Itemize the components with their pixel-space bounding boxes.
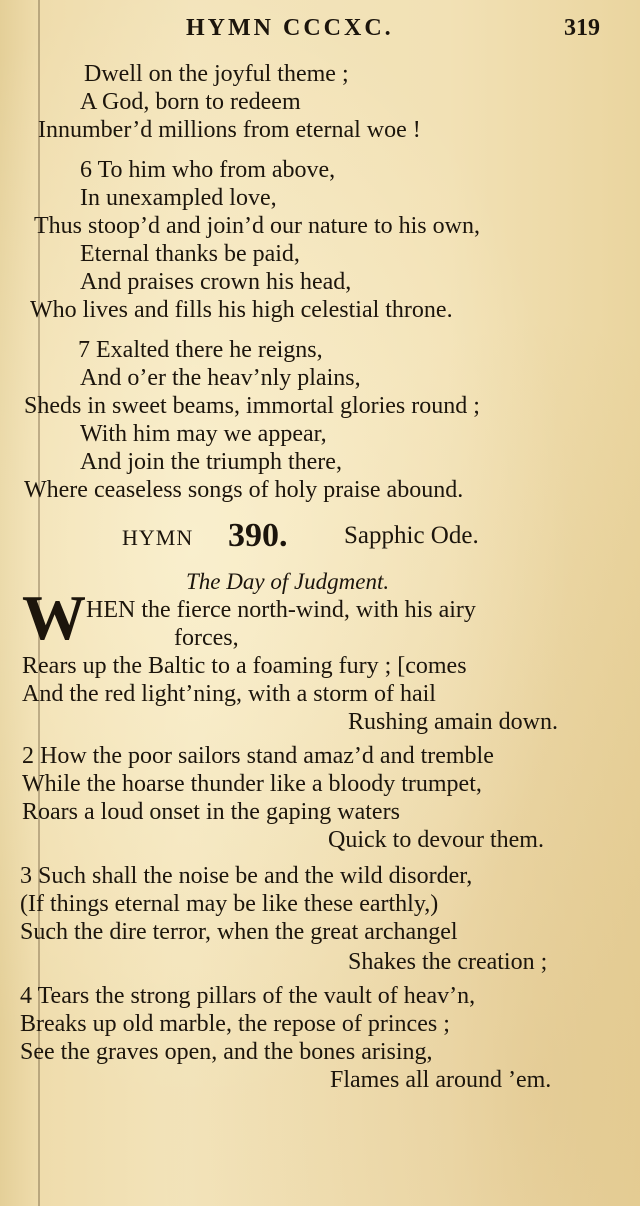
verse-line: In unexampled love, <box>80 185 277 211</box>
verse-line: 2 How the poor sailors stand amaz’d and tremble <box>22 743 494 769</box>
verse-line: And praises crown his head, <box>80 269 352 295</box>
verse-line: A God, born to redeem <box>80 89 301 115</box>
verse-line: Innumber’d millions from eternal woe ! <box>38 117 421 143</box>
hymn-meter: Sapphic Ode. <box>344 522 479 549</box>
verse-line: And o’er the heav’nly plains, <box>80 365 361 391</box>
verse-line: Rears up the Baltic to a foaming fury ; [comes <box>22 653 467 679</box>
page-number: 319 <box>564 15 600 41</box>
running-title: HYMN CCCXC. <box>186 15 394 41</box>
verse-line: Flames all around ’em. <box>330 1067 552 1093</box>
verse-line: Roars a loud onset in the gaping waters <box>22 799 400 825</box>
hymn-label: HYMN <box>122 525 194 550</box>
verse-line: Breaks up old marble, the repose of princes ; <box>20 1011 450 1037</box>
verse-line: forces, <box>174 625 239 651</box>
verse-line: Sheds in sweet beams, immortal glories round ; <box>24 393 480 419</box>
verse-line: Dwell on the joyful theme ; <box>84 61 349 87</box>
verse-line: See the graves open, and the bones arising, <box>20 1039 433 1065</box>
verse-line: Thus stoop’d and join’d our nature to his own, <box>34 213 480 239</box>
verse-line: Where ceaseless songs of holy praise abound. <box>24 477 464 503</box>
verse-line: Eternal thanks be paid, <box>80 241 300 267</box>
verse-line: And join the triumph there, <box>80 449 342 475</box>
hymn-number: 390. <box>228 517 288 554</box>
verse-line: Quick to devour them. <box>328 827 544 853</box>
verse-line: Rushing amain down. <box>348 709 558 735</box>
verse-line: 7 Exalted there he reigns, <box>78 337 323 363</box>
verse-line: 4 Tears the strong pillars of the vault of heav’n, <box>20 983 476 1009</box>
verse-line: While the hoarse thunder like a bloody trumpet, <box>22 771 482 797</box>
verse-line: Shakes the creation ; <box>348 949 548 975</box>
verse-line: HEN the fierce north-wind, with his airy <box>86 597 476 623</box>
verse-line: 6 To him who from above, <box>80 157 336 183</box>
verse-line: And the red light’ning, with a storm of hail <box>22 681 436 707</box>
verse-line: 3 Such shall the noise be and the wild disorder, <box>20 863 473 889</box>
verse-line: With him may we appear, <box>80 421 327 447</box>
verse-line: Such the dire terror, when the great archangel <box>20 919 458 945</box>
verse-line: (If things eternal may be like these earthly,) <box>20 891 439 917</box>
hymn-subtitle: The Day of Judgment. <box>186 569 390 594</box>
verse-line: Who lives and fills his high celestial throne. <box>30 297 453 323</box>
drop-cap: W <box>22 582 86 653</box>
